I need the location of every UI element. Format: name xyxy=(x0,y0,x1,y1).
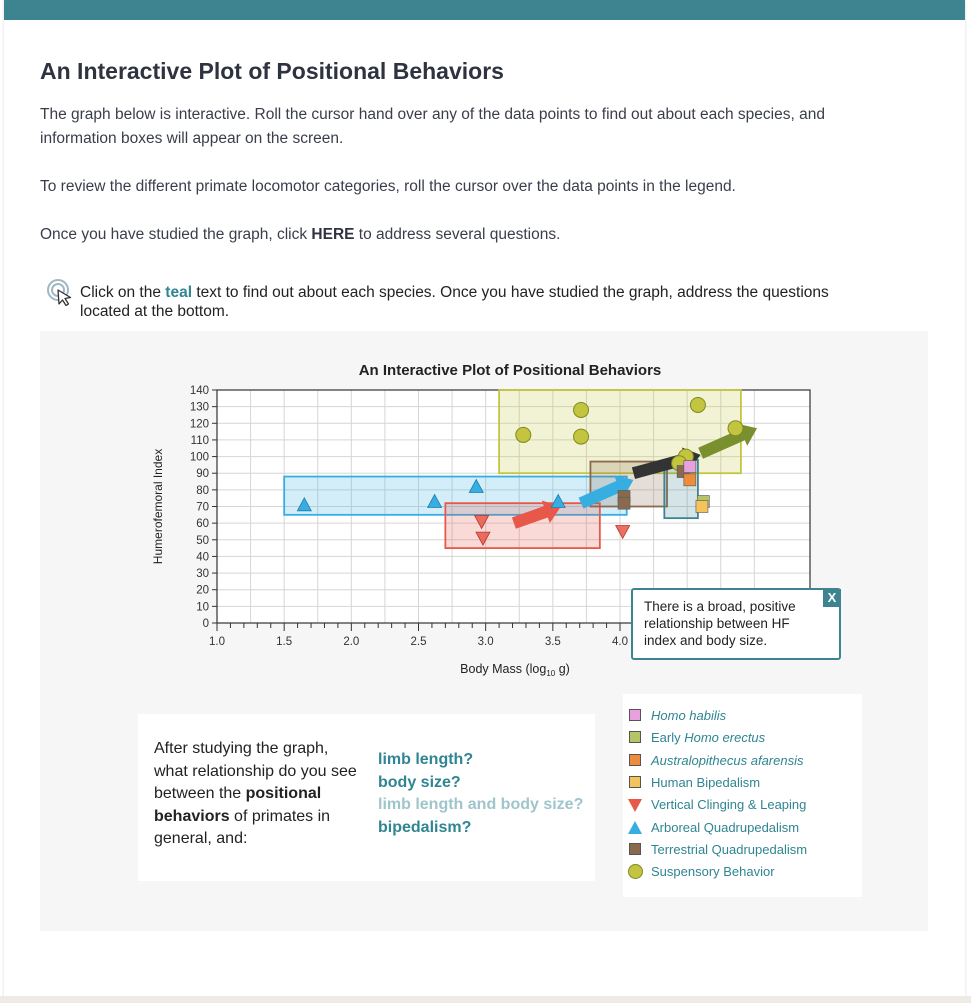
link-body-size[interactable]: body size? xyxy=(378,773,461,791)
x-tick-label: 2.5 xyxy=(410,636,427,648)
data-point-suspensory-behavior xyxy=(574,402,589,417)
here-link[interactable]: HERE xyxy=(311,226,355,243)
y-tick-label: 30 xyxy=(196,568,209,581)
y-tick-label: 90 xyxy=(196,468,209,481)
legend-label-part: Australopithecus afarensis xyxy=(651,752,804,768)
legend-item[interactable] xyxy=(651,775,760,791)
data-point-homo-habilis xyxy=(684,461,696,473)
legend-item[interactable] xyxy=(651,820,799,836)
legend-item[interactable] xyxy=(651,864,775,880)
legend-item[interactable] xyxy=(651,708,726,724)
y-tick-label: 130 xyxy=(189,401,209,414)
link-bipedalism[interactable]: bipedalism? xyxy=(378,818,472,836)
data-point-suspensory-behavior xyxy=(516,427,531,442)
x-tick-label: 4.0 xyxy=(612,636,628,648)
x-tick-label: 1.5 xyxy=(276,636,293,648)
intro-paragraph-3 xyxy=(40,223,900,247)
y-tick-label: 70 xyxy=(196,501,209,514)
question-pre: After studying the graph, what relationship do you see between the xyxy=(154,740,357,802)
chart-title: An Interactive Plot of Positional Behaviors xyxy=(358,362,662,379)
y-tick-label: 50 xyxy=(196,534,209,547)
y-tick-label: 100 xyxy=(189,451,209,464)
y-tick-label: 110 xyxy=(190,434,209,447)
info-tooltip xyxy=(631,588,841,660)
legend-triangle-up-marker xyxy=(628,821,642,834)
legend-label-part: Homo erectus xyxy=(684,730,766,746)
legend-item[interactable] xyxy=(651,753,803,769)
y-tick-label: 80 xyxy=(196,484,209,497)
legend-square-marker xyxy=(629,731,641,743)
x-tick-label: 3.5 xyxy=(544,636,561,648)
y-tick-label: 20 xyxy=(196,584,209,597)
legend-item[interactable] xyxy=(651,797,806,813)
legend-label-part: Homo habilis xyxy=(651,708,727,723)
page-title: An Interactive Plot of Positional Behaviors xyxy=(40,58,504,84)
data-point-suspensory-behavior xyxy=(574,429,589,444)
legend-triangle-down-marker xyxy=(628,799,642,812)
y-tick-label: 60 xyxy=(196,518,209,531)
top-bar xyxy=(4,0,965,20)
legend-label-part: Arboreal Quadrupedalism xyxy=(651,819,800,835)
intro-3-post: to address several questions. xyxy=(354,226,561,243)
data-point-human-bipedalism xyxy=(696,501,708,513)
legend xyxy=(623,694,862,897)
x-axis-label-main: Body Mass (log xyxy=(460,662,547,676)
legend-label-part: Vertical Clinging & Leaping xyxy=(651,797,807,813)
data-point-suspensory-behavior xyxy=(690,397,705,412)
y-tick-label: 120 xyxy=(189,418,209,431)
legend-square-marker xyxy=(629,754,641,766)
x-axis-label-end: g) xyxy=(555,662,570,676)
bottom-shade xyxy=(0,996,971,1003)
question-links xyxy=(378,749,583,839)
legend-item[interactable] xyxy=(651,842,807,858)
y-axis-label: Humerofemoral Index xyxy=(151,448,165,565)
legend-label-part: Suspensory Behavior xyxy=(651,864,775,880)
legend-square-marker xyxy=(629,709,641,721)
hint-pre: Click on the xyxy=(80,284,166,301)
link-limb-length[interactable]: limb length? xyxy=(378,751,474,768)
legend-label-part: Human Bipedalism xyxy=(651,774,761,790)
hint-post: text to find out about each species. Once you have studied the graph, address the questions located at the bottom. xyxy=(80,284,829,320)
question-box xyxy=(138,714,595,881)
data-point-terrestrial-quadrupedalism xyxy=(618,497,630,509)
x-axis-label-subscript: 10 xyxy=(546,669,556,678)
y-tick-label: 0 xyxy=(202,618,209,630)
y-tick-label: 140 xyxy=(189,385,209,397)
legend-circle-marker xyxy=(628,864,643,879)
legend-square-marker xyxy=(629,843,641,855)
data-point-suspensory-behavior xyxy=(728,421,743,436)
legend-square-marker xyxy=(629,776,641,788)
tooltip-close-button[interactable]: X xyxy=(823,589,841,607)
y-tick-label: 40 xyxy=(196,551,209,564)
question-mid: of primates in general, and: xyxy=(154,807,331,847)
hint-teal-word: teal xyxy=(165,284,193,301)
legend-label-part: Early xyxy=(651,730,685,746)
x-axis-label xyxy=(460,662,570,678)
legend-label-part: Terrestrial Quadrupedalism xyxy=(651,841,808,857)
x-tick-label: 3.0 xyxy=(477,636,494,648)
y-tick-label: 10 xyxy=(196,601,209,614)
question-text xyxy=(154,738,360,851)
legend-item[interactable] xyxy=(651,730,765,746)
link-limb-length-and-body-size[interactable]: limb length and body size? xyxy=(378,796,584,813)
click-cursor-icon xyxy=(46,278,74,306)
x-tick-label: 1.0 xyxy=(209,636,225,648)
data-point-australopithecus-afarensis xyxy=(684,474,696,486)
x-tick-label: 2.0 xyxy=(343,636,360,648)
tooltip-text: There is a broad, positive relationship between HF index and body size. xyxy=(644,599,796,648)
intro-3-pre: Once you have studied the graph, click xyxy=(40,226,312,243)
question-bold: positional behaviors xyxy=(154,785,322,825)
intro-paragraph-2: To review the different primate locomotor categories, roll the cursor over the data points in the legend. xyxy=(40,178,736,195)
hint-text xyxy=(80,283,880,321)
intro-paragraph-1: The graph below is interactive. Roll the cursor hand over any of the data points to find out about each species, and information boxes will appear on the screen. xyxy=(40,106,825,147)
